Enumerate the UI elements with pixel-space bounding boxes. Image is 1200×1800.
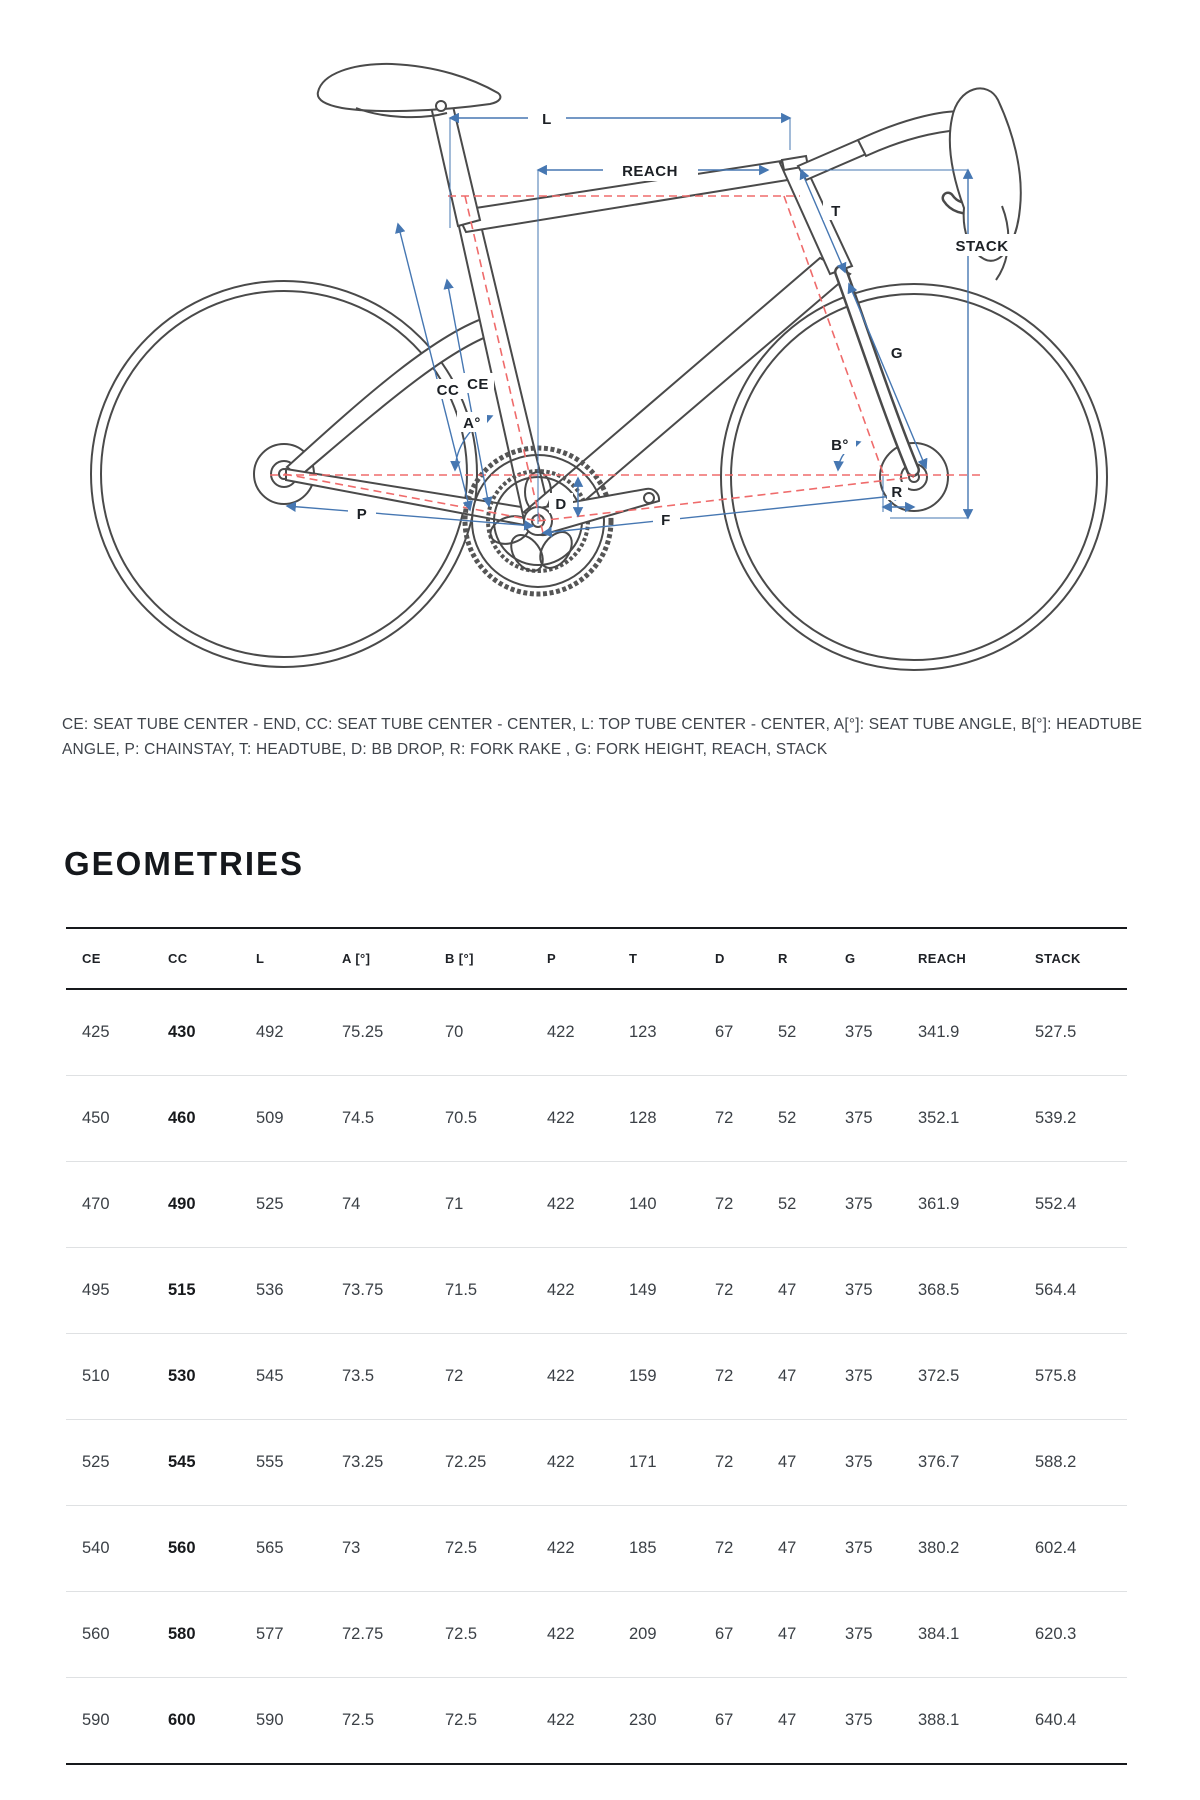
table-cell: 425 [66, 989, 152, 1076]
table-cell: 590 [240, 1678, 326, 1765]
table-cell: 422 [531, 1420, 613, 1506]
table-cell: 620.3 [1019, 1592, 1127, 1678]
table-cell: 460 [152, 1076, 240, 1162]
table-cell: 375 [829, 1076, 902, 1162]
table-cell: 536 [240, 1248, 326, 1334]
table-cell: 52 [762, 989, 829, 1076]
table-row [66, 1592, 1127, 1678]
table-cell: 580 [152, 1592, 240, 1678]
table-cell: 450 [66, 1076, 152, 1162]
table-cell: 72 [699, 1248, 762, 1334]
column-header: G [829, 928, 902, 989]
table-cell: 47 [762, 1248, 829, 1334]
table-cell: 72 [699, 1506, 762, 1592]
table-cell: 72.5 [326, 1678, 429, 1765]
legend-line-2: ANGLE, P: CHAINSTAY, T: HEADTUBE, D: BB DROP, R: FORK RAKE , G: FORK HEIGHT, REACH, STACK [62, 741, 828, 758]
table-cell: 530 [152, 1334, 240, 1420]
table-cell: 368.5 [902, 1248, 1019, 1334]
table-cell: 388.1 [902, 1678, 1019, 1765]
table-cell: 525 [240, 1162, 326, 1248]
table-row [66, 989, 1127, 1076]
table-cell: 527.5 [1019, 989, 1127, 1076]
table-row [66, 1334, 1127, 1420]
bike-geometry-diagram [0, 0, 1200, 700]
table-cell: 509 [240, 1076, 326, 1162]
table-cell: 171 [613, 1420, 699, 1506]
table-cell: 361.9 [902, 1162, 1019, 1248]
column-header: CC [152, 928, 240, 989]
table-cell: 575.8 [1019, 1334, 1127, 1420]
table-cell: 515 [152, 1248, 240, 1334]
table-cell: 72 [699, 1162, 762, 1248]
table-cell: 72 [699, 1420, 762, 1506]
legend-line-1: CE: SEAT TUBE CENTER - END, CC: SEAT TUBE CENTER - CENTER, L: TOP TUBE CENTER - CENTER, A[°]: SEAT TUBE ANGLE, B[°]: HEADTUBE [62, 716, 1143, 733]
table-cell: 47 [762, 1420, 829, 1506]
table-cell: 67 [699, 989, 762, 1076]
geometry-table [66, 927, 1127, 1765]
label-r: R [891, 484, 903, 501]
label-g: G [890, 345, 904, 362]
table-cell: 422 [531, 1162, 613, 1248]
column-header: A [°] [326, 928, 429, 989]
label-p: P [356, 506, 368, 523]
table-cell: 375 [829, 1678, 902, 1765]
table-cell: 430 [152, 989, 240, 1076]
legend [62, 712, 1147, 762]
table-cell: 159 [613, 1334, 699, 1420]
table-cell: 422 [531, 1248, 613, 1334]
table-cell: 540 [66, 1506, 152, 1592]
label-reach: REACH [622, 163, 678, 180]
table-cell: 422 [531, 1334, 613, 1420]
table-cell: 52 [762, 1076, 829, 1162]
table-cell: 640.4 [1019, 1678, 1127, 1765]
table-cell: 510 [66, 1334, 152, 1420]
table-cell: 422 [531, 1592, 613, 1678]
label-b-angle: B° [831, 437, 849, 454]
table-cell: 539.2 [1019, 1076, 1127, 1162]
table-cell: 72.5 [429, 1506, 531, 1592]
column-header: R [762, 928, 829, 989]
table-cell: 341.9 [902, 989, 1019, 1076]
table-cell: 577 [240, 1592, 326, 1678]
table-cell: 149 [613, 1248, 699, 1334]
table-cell: 375 [829, 1420, 902, 1506]
table-cell: 47 [762, 1592, 829, 1678]
table-cell: 75.25 [326, 989, 429, 1076]
table-row [66, 1678, 1127, 1765]
table-cell: 492 [240, 989, 326, 1076]
table-cell: 73.5 [326, 1334, 429, 1420]
table-cell: 74 [326, 1162, 429, 1248]
column-header: REACH [902, 928, 1019, 989]
label-d: D [555, 496, 567, 513]
table-cell: 72.5 [429, 1592, 531, 1678]
column-header: D [699, 928, 762, 989]
table-cell: 495 [66, 1248, 152, 1334]
table-cell: 525 [66, 1420, 152, 1506]
column-header: B [°] [429, 928, 531, 989]
table-cell: 384.1 [902, 1592, 1019, 1678]
label-cc: CC [436, 382, 460, 399]
table-cell: 67 [699, 1592, 762, 1678]
table-row [66, 1506, 1127, 1592]
label-f: F [661, 512, 671, 529]
table-cell: 71 [429, 1162, 531, 1248]
table-cell: 70 [429, 989, 531, 1076]
table-cell: 72 [429, 1334, 531, 1420]
table-cell: 74.5 [326, 1076, 429, 1162]
table-cell: 73.75 [326, 1248, 429, 1334]
table-cell: 490 [152, 1162, 240, 1248]
table-cell: 72.5 [429, 1678, 531, 1765]
geometry-table-grid [66, 927, 1127, 1765]
table-row [66, 1420, 1127, 1506]
table-cell: 565 [240, 1506, 326, 1592]
table-cell: 380.2 [902, 1506, 1019, 1592]
table-cell: 545 [240, 1334, 326, 1420]
label-stack: STACK [955, 238, 1009, 255]
table-cell: 47 [762, 1678, 829, 1765]
table-cell: 564.4 [1019, 1248, 1127, 1334]
table-cell: 375 [829, 1162, 902, 1248]
table-cell: 72 [699, 1334, 762, 1420]
table-cell: 52 [762, 1162, 829, 1248]
table-header-row [66, 928, 1127, 989]
table-cell: 422 [531, 1076, 613, 1162]
page-title: GEOMETRIES [64, 845, 305, 882]
table-cell: 545 [152, 1420, 240, 1506]
label-ce: CE [467, 376, 489, 393]
label-l: L [542, 111, 552, 128]
table-cell: 72.75 [326, 1592, 429, 1678]
table-cell: 123 [613, 989, 699, 1076]
table-cell: 602.4 [1019, 1506, 1127, 1592]
table-cell: 600 [152, 1678, 240, 1765]
table-cell: 73 [326, 1506, 429, 1592]
table-cell: 560 [66, 1592, 152, 1678]
table-cell: 376.7 [902, 1420, 1019, 1506]
table-cell: 422 [531, 1678, 613, 1765]
table-cell: 185 [613, 1506, 699, 1592]
table-cell: 71.5 [429, 1248, 531, 1334]
column-header: STACK [1019, 928, 1127, 989]
column-header: CE [66, 928, 152, 989]
table-cell: 590 [66, 1678, 152, 1765]
column-header: T [613, 928, 699, 989]
table-cell: 470 [66, 1162, 152, 1248]
table-cell: 375 [829, 1248, 902, 1334]
column-header: L [240, 928, 326, 989]
table-cell: 352.1 [902, 1076, 1019, 1162]
table-cell: 128 [613, 1076, 699, 1162]
table-cell: 70.5 [429, 1076, 531, 1162]
table-cell: 375 [829, 1592, 902, 1678]
table-cell: 375 [829, 1506, 902, 1592]
table-cell: 209 [613, 1592, 699, 1678]
table-cell: 375 [829, 989, 902, 1076]
table-row [66, 1162, 1127, 1248]
table-row [66, 1076, 1127, 1162]
table-cell: 555 [240, 1420, 326, 1506]
table-cell: 372.5 [902, 1334, 1019, 1420]
table-cell: 375 [829, 1334, 902, 1420]
table-cell: 47 [762, 1506, 829, 1592]
table-cell: 47 [762, 1334, 829, 1420]
table-cell: 73.25 [326, 1420, 429, 1506]
table-cell: 67 [699, 1678, 762, 1765]
label-a-angle: A° [463, 415, 481, 432]
table-row [66, 1248, 1127, 1334]
table-cell: 422 [531, 989, 613, 1076]
table-cell: 230 [613, 1678, 699, 1765]
label-t: T [831, 203, 841, 220]
table-cell: 588.2 [1019, 1420, 1127, 1506]
table-cell: 422 [531, 1506, 613, 1592]
table-cell: 72 [699, 1076, 762, 1162]
table-cell: 140 [613, 1162, 699, 1248]
column-header: P [531, 928, 613, 989]
table-cell: 72.25 [429, 1420, 531, 1506]
table-cell: 560 [152, 1506, 240, 1592]
table-cell: 552.4 [1019, 1162, 1127, 1248]
